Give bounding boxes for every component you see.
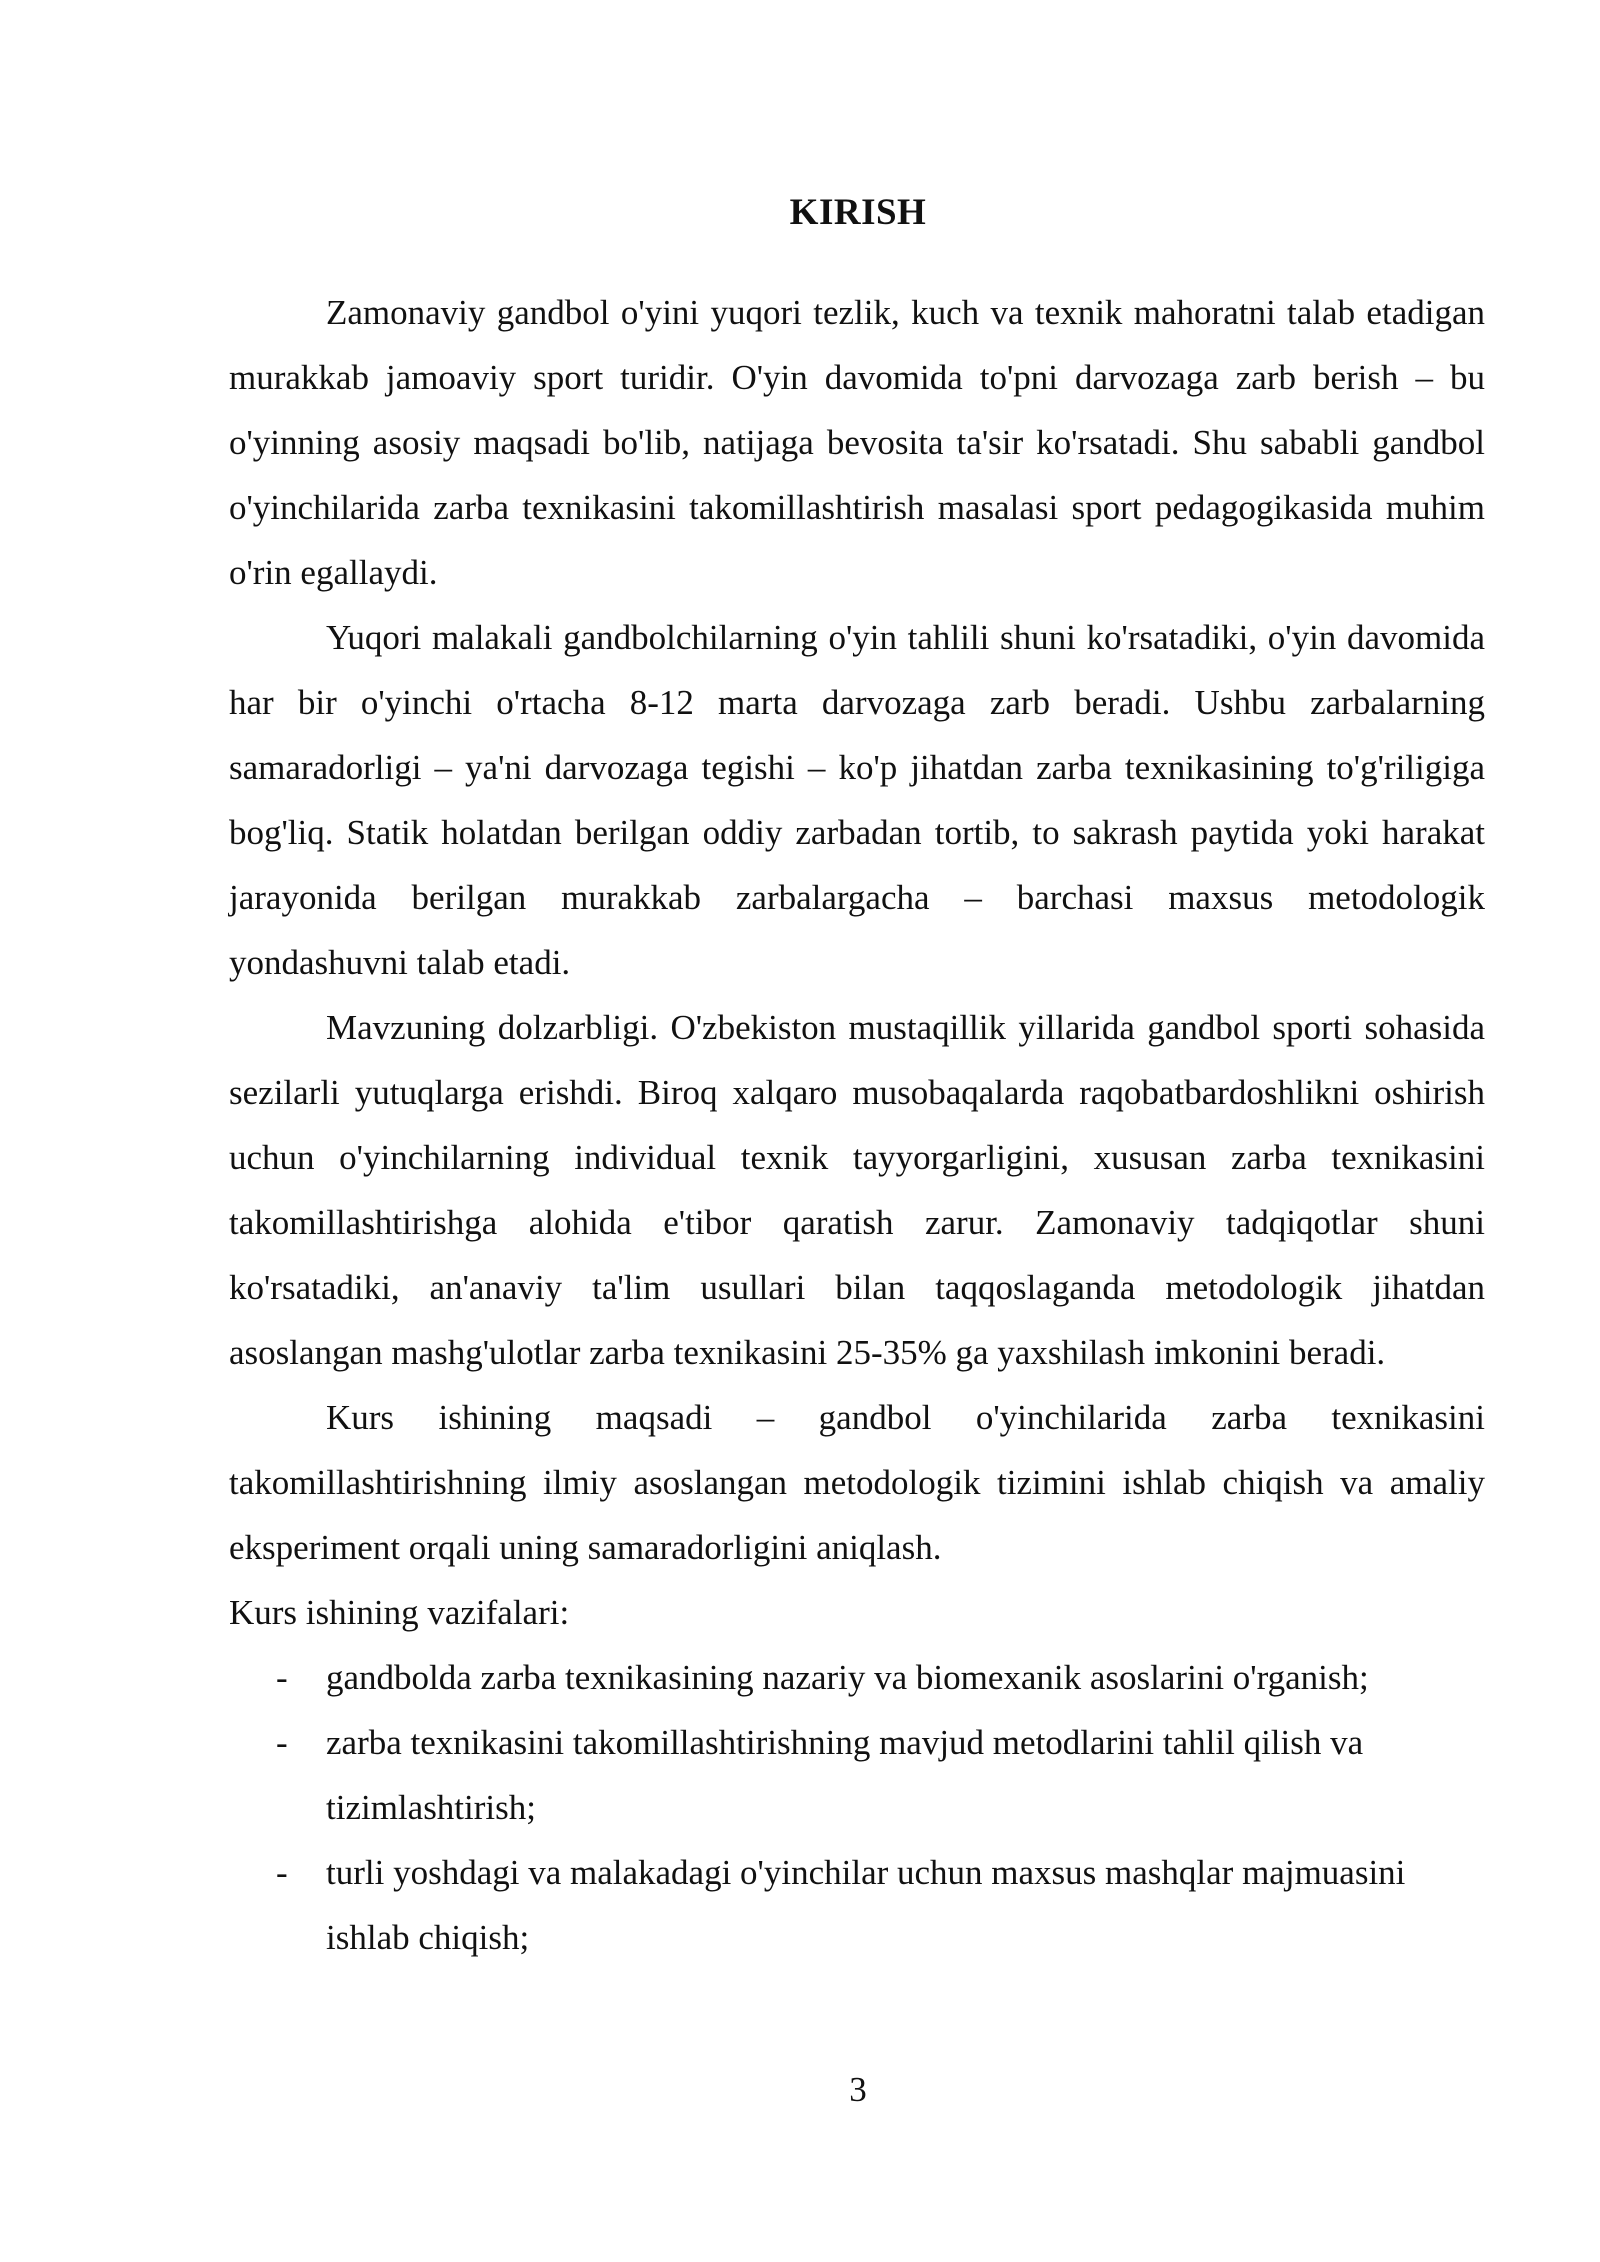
list-dash: - — [276, 1853, 288, 1892]
tasks-list — [229, 1645, 1485, 1970]
page-number: 3 — [849, 2070, 867, 2109]
section-heading: KIRISH — [789, 192, 927, 233]
list-item — [229, 1710, 1436, 1840]
paragraph-goal: Kurs ishining maqsadi – gandbol o'yinchilarida zarba texnikasini takomillashtirishning ilmiy asoslangan metodologik tizimini ishlab chiqish va amaliy eksperiment orqali uning samaradorligini aniqlash. — [229, 1398, 1485, 1567]
paragraph-analysis: Yuqori malakali gandbolchilarning o'yin tahlili shuni ko'rsatadiki, o'yin davomida har bir o'yinchi o'rtacha 8-12 marta darvozaga zarb beradi. Ushbu zarbalarning samaradorligi – ya'ni darvozaga tegishi – ko'p jihatdan zarba texnikasining to'g'riligiga bog'liq. Statik holatdan berilgan oddiy zarbadan tortib, to sakrash paytida yoki harakat jarayonida berilgan murakkab zarbalargacha – barchasi maxsus metodologik yondashuvni talab etadi. — [229, 618, 1485, 982]
list-item — [229, 1840, 1436, 1970]
list-dash: - — [276, 1723, 288, 1762]
list-item — [229, 1645, 1436, 1710]
list-dash: - — [276, 1658, 288, 1697]
list-item-text: zarba texnikasini takomillashtirishning mavjud metodlarini tahlil qilish va tizimlashtirish; — [326, 1723, 1364, 1827]
body-text — [229, 280, 1485, 1970]
paragraph-relevance: Mavzuning dolzarbligi. O'zbekiston mustaqillik yillarida gandbol sporti sohasida sezilarli yutuqlarga erishdi. Biroq xalqaro musobaqalarda raqobatbardoshlikni oshirish uchun o'yinchilarning individual texnik tayyorgarligini, xususan zarba texnikasini takomillashtirishga alohida e'tibor qaratish zarur. Zamonaviy tadqiqotlar shuni ko'rsatadiki, an'anaviy ta'lim usullari bilan taqqoslaganda metodologik jihatdan asoslangan mashg'ulotlar zarba texnikasini 25-35% ga yaxshilash imkonini beradi. — [229, 1008, 1485, 1372]
paragraph-intro: Zamonaviy gandbol o'yini yuqori tezlik, kuch va texnik mahoratni talab etadigan murakkab jamoaviy sport turidir. O'yin davomida to'pni darvozaga zarb berish – bu o'yinning asosiy maqsadi bo'lib, natijaga bevosita ta'sir ko'rsatadi. Shu sababli gandbol o'yinchilarida zarba texnikasini takomillashtirish masalasi sport pedagogikasida muhim o'rin egallaydi. — [229, 293, 1485, 592]
list-item-text: gandbolda zarba texnikasining nazariy va biomexanik asoslarini o'rganish; — [326, 1658, 1369, 1697]
list-item-text: turli yoshdagi va malakadagi o'yinchilar uchun maxsus mashqlar majmuasini ishlab chiqish; — [326, 1853, 1406, 1957]
tasks-title: Kurs ishining vazifalari: — [229, 1593, 570, 1632]
